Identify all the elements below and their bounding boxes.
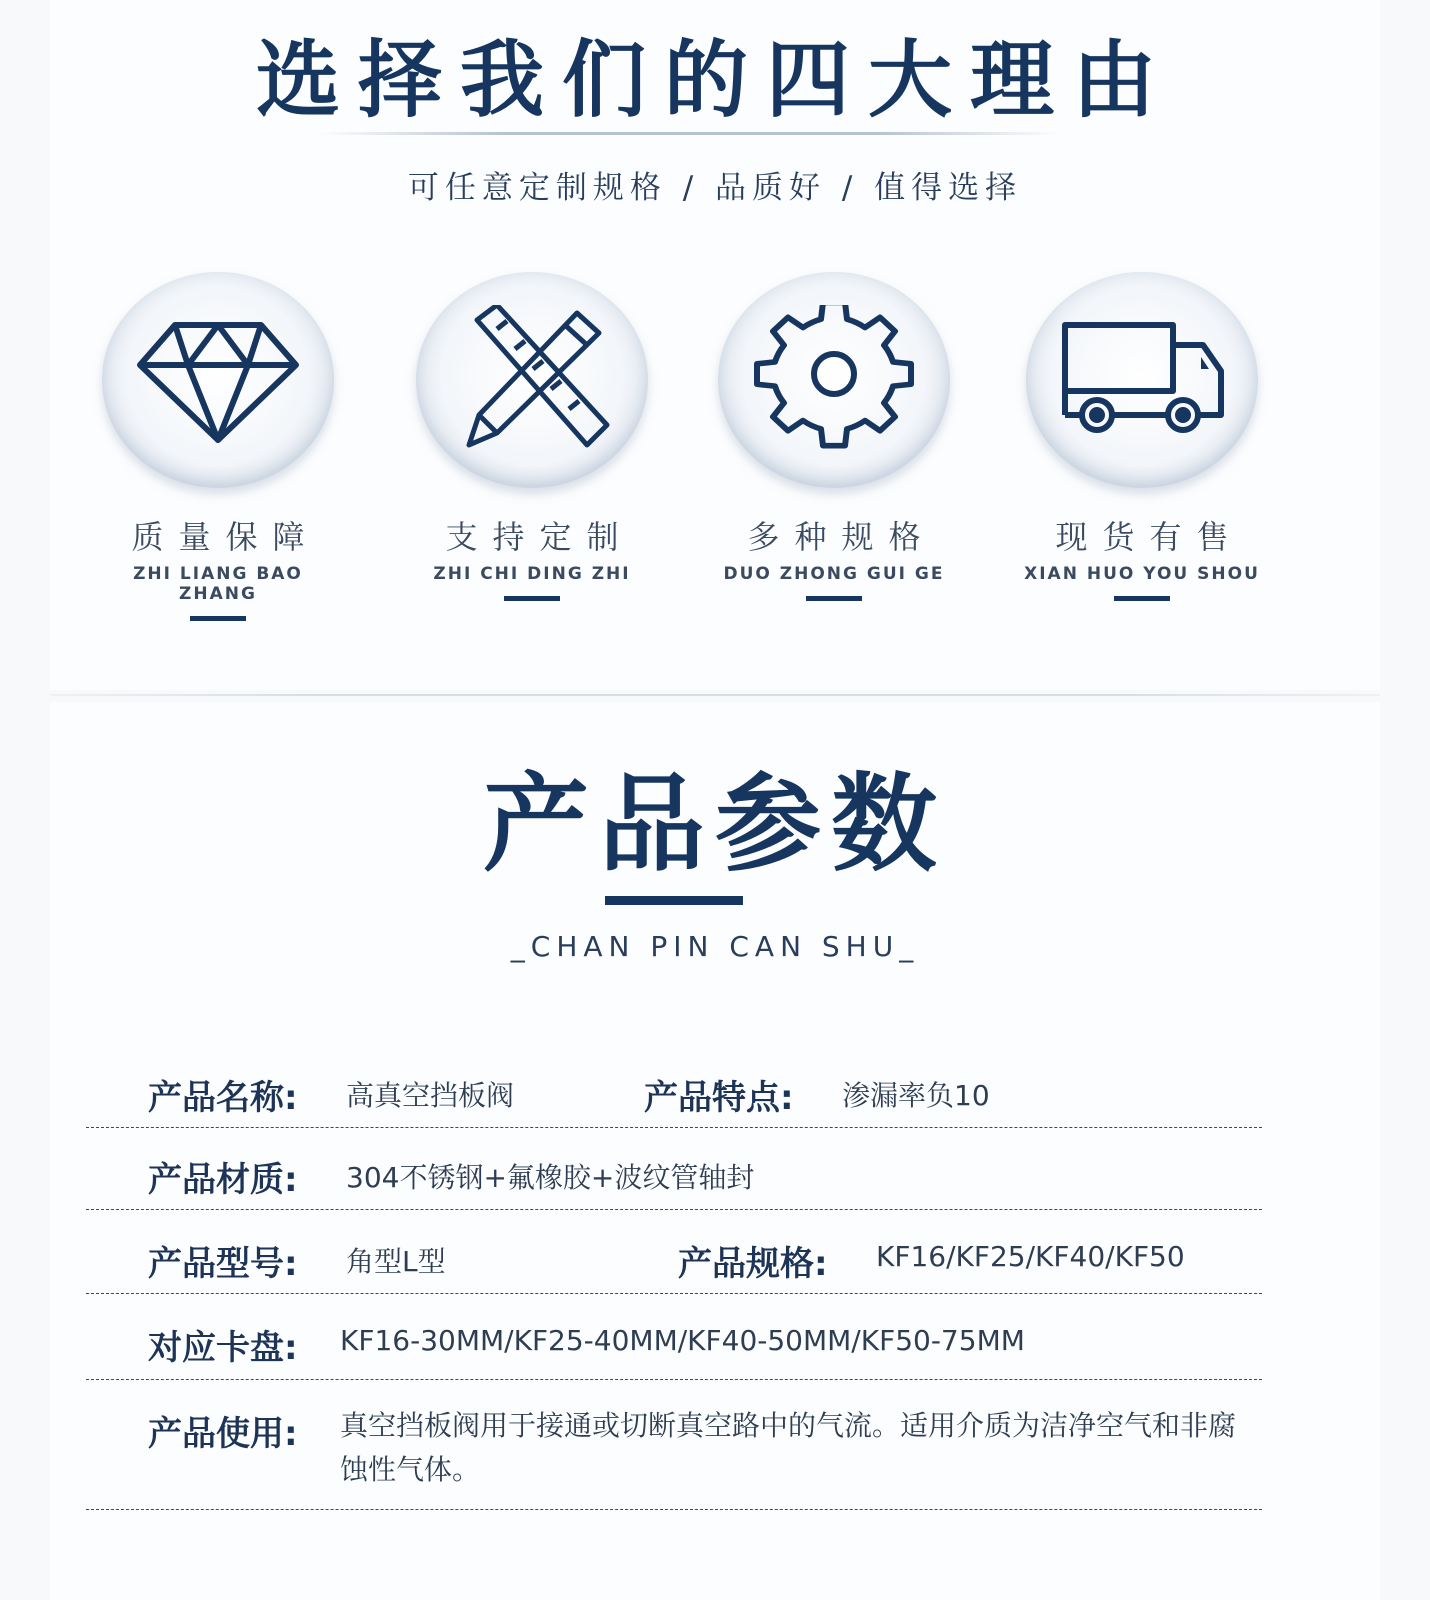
gear-icon — [749, 305, 919, 455]
param-value: 304不锈钢+氟橡胶+波纹管轴封 — [346, 1161, 755, 1194]
feature-custom — [412, 272, 652, 601]
param-label: 产品规格: — [678, 1244, 828, 1284]
feature-circle — [102, 272, 334, 488]
param-row-material — [86, 1128, 1262, 1210]
title-underline — [320, 132, 1060, 135]
feature-underline — [504, 596, 560, 601]
param-value: KF16/KF25/KF40/KF50 — [876, 1240, 1185, 1273]
params-title: 产品参数 — [483, 763, 947, 886]
param-value: 角型L型 — [346, 1245, 446, 1278]
feature-underline — [1114, 596, 1170, 601]
feature-circle — [718, 272, 950, 488]
feature-pinyin: DUO ZHONG GUI GE — [723, 564, 945, 584]
param-label: 产品材质: — [148, 1160, 298, 1200]
param-value: 渗漏率负10 — [842, 1079, 990, 1112]
feature-stock — [1022, 272, 1262, 601]
param-row-model — [86, 1210, 1262, 1294]
param-row-usage — [86, 1380, 1262, 1510]
param-label: 产品特点: — [644, 1078, 794, 1118]
param-value: 真空挡板阀用于接通或切断真空路中的气流。适用介质为洁净空气和非腐蚀性气体。 — [340, 1409, 1237, 1486]
param-label: 产品名称: — [148, 1078, 298, 1118]
param-label: 对应卡盘: — [148, 1328, 298, 1368]
feature-title: 多种规格 — [747, 518, 936, 556]
param-row-name — [86, 1050, 1262, 1128]
feature-circle — [1026, 272, 1258, 488]
feature-title: 支持定制 — [445, 518, 634, 556]
feature-title: 现货有售 — [1055, 518, 1244, 556]
param-value: 高真空挡板阀 — [346, 1079, 515, 1112]
diamond-icon — [133, 305, 303, 455]
param-value: KF16-30MM/KF25-40MM/KF40-50MM/KF50-75MM — [340, 1324, 1025, 1357]
feature-underline — [190, 616, 246, 621]
reasons-title: 选择我们的四大理由 — [255, 31, 1174, 122]
feature-circle — [416, 272, 648, 488]
feature-pinyin: XIAN HUO YOU SHOU — [1024, 564, 1260, 584]
params-pinyin: _CHAN PIN CAN SHU_ — [510, 930, 920, 963]
param-row-flange — [86, 1294, 1262, 1380]
ruler-pencil-icon — [447, 305, 617, 455]
param-label: 产品型号: — [148, 1244, 298, 1284]
reasons-subtitle: 可任意定制规格 / 品质好 / 值得选择 — [407, 170, 1023, 206]
params-title-bar — [605, 896, 743, 905]
feature-specs — [714, 272, 954, 601]
feature-underline — [806, 596, 862, 601]
feature-pinyin: ZHI LIANG BAO ZHANG — [133, 564, 303, 604]
feature-pinyin: ZHI CHI DING ZHI — [433, 564, 631, 584]
param-label: 产品使用: — [148, 1414, 298, 1454]
section-divider — [50, 694, 1380, 696]
truck-icon — [1057, 305, 1227, 455]
feature-quality — [98, 272, 338, 621]
feature-title: 质量保障 — [131, 518, 320, 556]
